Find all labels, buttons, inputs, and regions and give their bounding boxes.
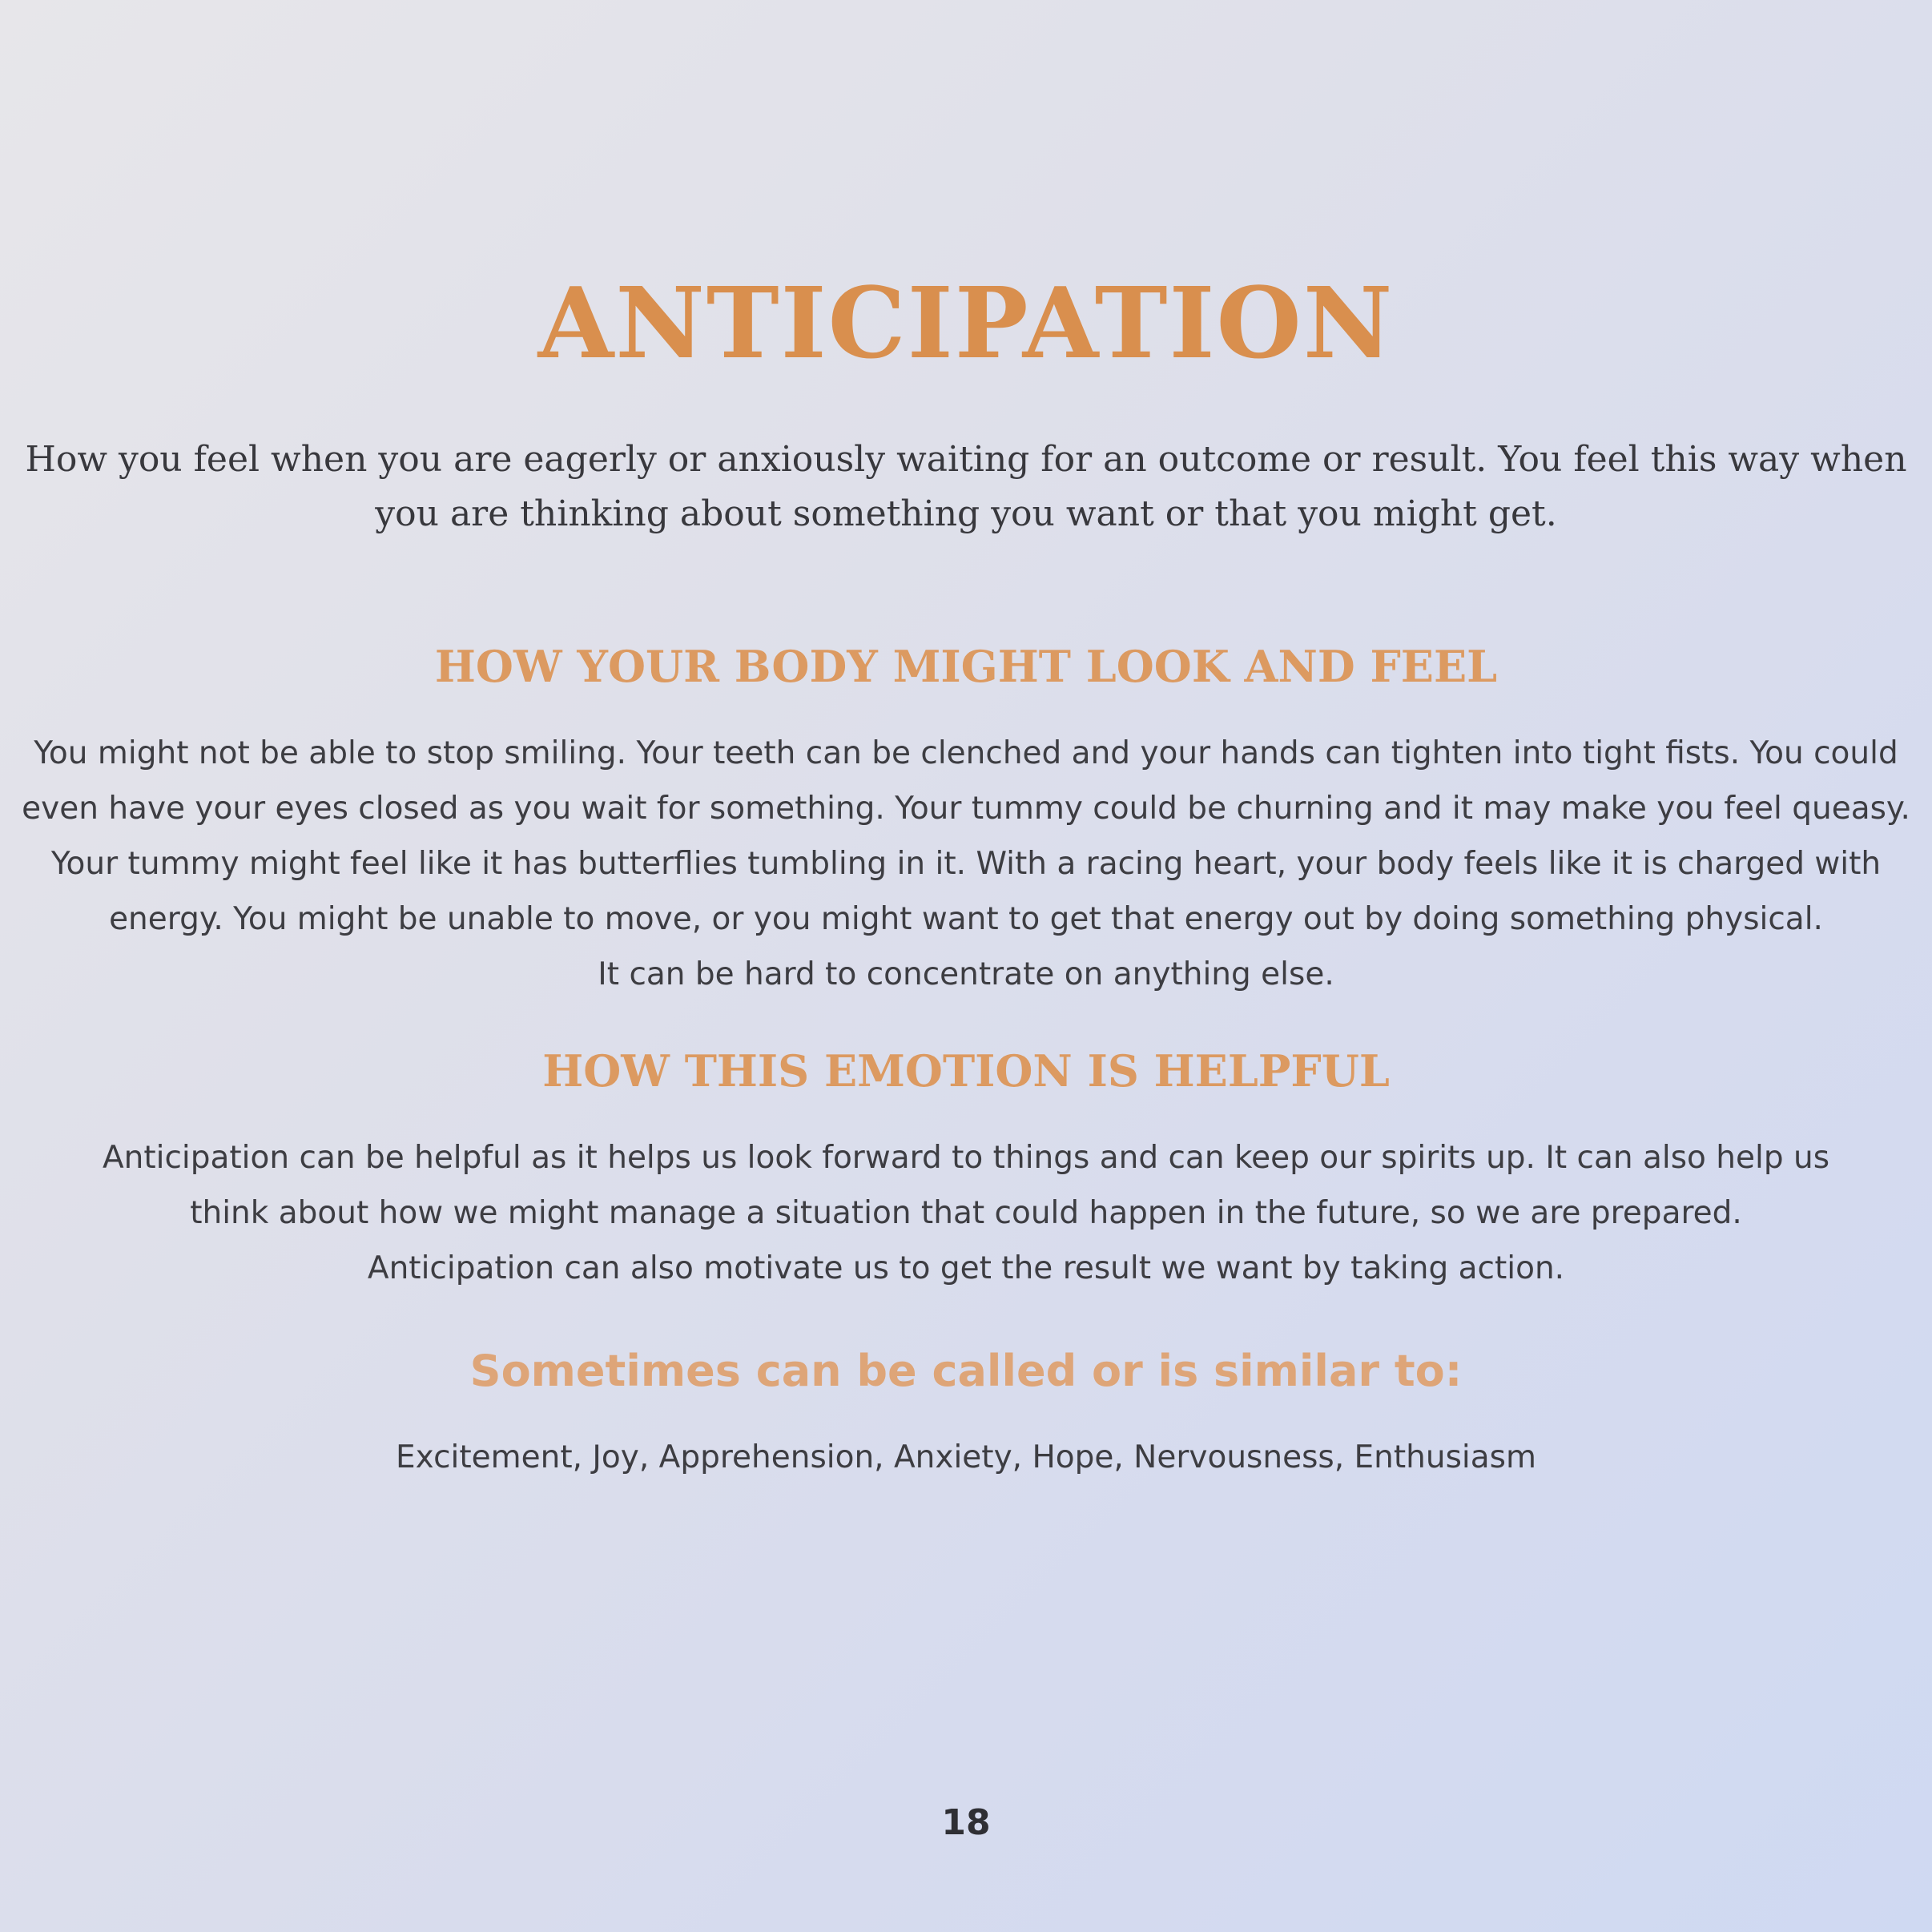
page-number: 18 bbox=[941, 1802, 991, 1843]
helpful-line: Anticipation can also motivate us to get the result we want by taking action. bbox=[367, 1250, 1565, 1286]
body-line: energy. You might be unable to move, or you might want to get that energy out by doing something physical. bbox=[109, 901, 1823, 937]
similar-emotions-text: Excitement, Joy, Apprehension, Anxiety, Hope, Nervousness, Enthusiasm bbox=[396, 1439, 1536, 1475]
intro-line: How you feel when you are eagerly or anxiously waiting for an outcome or result. You feel this way bbox=[25, 439, 1800, 480]
helpful-section-heading: HOW THIS EMOTION IS HELPFUL bbox=[542, 1045, 1390, 1097]
similar-section-heading: Sometimes can be called or is similar to: bbox=[469, 1346, 1463, 1396]
body-section-heading: HOW YOUR BODY MIGHT LOOK AND FEEL bbox=[434, 641, 1498, 692]
body-line: It can be hard to concentrate on anything else. bbox=[598, 956, 1334, 992]
helpful-section-paragraph bbox=[16, 1130, 1916, 1296]
body-line: Your tummy might feel like it has butterflies tumbling in it. With a racing heart, your body feels like it is charged with bbox=[50, 846, 1882, 882]
intro-line: when you are thinking about something you want or that you might get. bbox=[375, 439, 1907, 534]
similar-emotions-list bbox=[16, 1434, 1916, 1482]
helpful-line: Anticipation can be helpful as it helps us look forward to things and can keep our spirits up. It can also help us bbox=[102, 1140, 1830, 1176]
helpful-line: think about how we might manage a situation that could happen in the future, so we are prepared. bbox=[190, 1195, 1742, 1231]
body-line: You might not be able to stop smiling. Your teeth can be clenched and your hands can tighten into tight fists. You could bbox=[34, 735, 1898, 771]
body-line: even have your eyes closed as you wait for something. Your tummy could be churning and it may make you feel queasy. bbox=[22, 791, 1910, 827]
body-section-paragraph bbox=[16, 726, 1916, 1002]
page-title: ANTICIPATION bbox=[537, 265, 1395, 380]
intro-paragraph bbox=[16, 433, 1916, 541]
